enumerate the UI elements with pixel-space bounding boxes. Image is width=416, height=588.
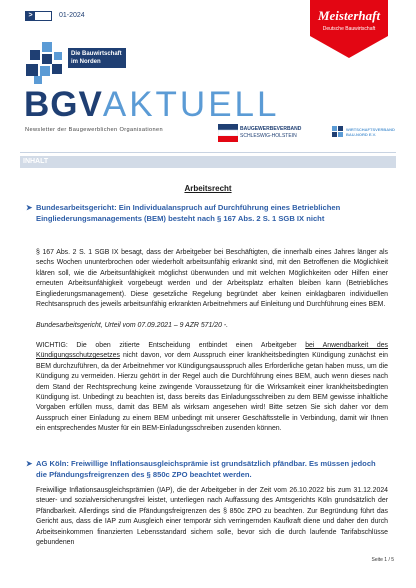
region-tag-line2: im Norden (71, 59, 101, 65)
article1-para2-b: nicht davon, vor dem Ausspruch einer krankheitsbedingten Kündigung zunächst ein BEM durchzuführen, da der Arbeitnehmer vor Kündigungsausspruch alles Erforderliche getan haben muss, um die Kündigung zu vermeiden. Hierzu gehört in der Regel auch die Durchführung eines BEM, auch wenn dieses nach dem Stand der Rechtsprechung keine zwingende Voraussetzung für die Wirksamkeit einer krankheitsbedingten Kündigung ist. Unbedingt zu beachten ist, dass bereits das Einladungsschreiben zu dem BEM gewisse inhaltliche Vorgaben erfüllen muss, damit das BEM als wirksam angesehen wird! Bitte setzen Sie sich daher vor dem Ausspruch einer Einladung zu einem BEM unbedingt mit unserer Geschäftsstelle in Verbindung, damit wir Ihnen ein entsprechendes Muster für ein BEM-Einladungsschreiben zusenden können. (36, 352, 388, 433)
article2-heading (26, 459, 388, 480)
article1-para1: § 167 Abs. 2 S. 1 SGB IX besagt, dass der Arbeitgeber bei Beschäftigten, die innerhalb eines Jahres länger als sechs Wochen ununterbrochen oder wiederholt arbeitsunfähig erkrankt sind, mit den Betroffenen die Möglichkeit klären soll, wie die Arbeitsunfähigkeit möglichst überwunden und mit welchen Möglichkeiten oder Hilfen einer erneuten Arbeitsunfähigkeit vorgebeugt werden und der Arbeitsplatz erhalten bleiben kann (Betriebliches Eingliederungsmanagement). Diese gesetzliche Regelung begründet aber keinen einklagbaren individuellen Rechtsanspruch des jeweils arbeitsunfähig erkrankten Arbeitnehmers auf Einleitung und Durchführung eines BEM. (36, 249, 388, 309)
badge-sub-text: Deutsche Bauwirtschaft (322, 26, 376, 32)
flag-shield-icon (218, 124, 238, 142)
toc-bar: INHALT (20, 156, 396, 168)
region-tag (68, 48, 126, 68)
logo1-line1: BAUGEWERBEVERBAND (240, 126, 302, 132)
article2-para1: Freiwillige Inflationsausgleichsprämien (IAP), die der Arbeitgeber in der Zeit vom 26.10.2022 bis zum 31.12.2024 steuer- und sozialversicherungsfrei leistet, unterliegen nach Auffassung des Amtsgerichts Köln grundsätzlich der Pfändbarkeit. Allerdings sind die Pfändungsfreigrenzen des § 850c ZPO zu beachten. Zur Begründung führt das Gericht aus, dass die IAP zum Ausgleich einer temporär sich verringernden Kaufkraft diene und daher den durch Arbeitseinkommen finanzierten Lebensstandard sichern solle, bevor sich die durch laufende Tarifabschlüsse gebundenen (36, 487, 388, 547)
page-number: Seite 1 / 5 (371, 557, 394, 563)
arrow-right-icon: ➤ (26, 459, 33, 468)
article1-para2-a: WICHTIG: Die oben zitierte Entscheidung entbindet einen Arbeitgeber (36, 342, 306, 349)
section-title: Arbeitsrecht (184, 184, 232, 193)
article1-para2 (36, 341, 388, 435)
issue-number: 01-2024 (59, 12, 85, 19)
newsletter-subtitle: Newsletter der Baugewerblichen Organisationen (25, 127, 164, 133)
wirtschaftsverband-logo (332, 124, 402, 144)
arrow-right-icon: ➤ (26, 203, 33, 212)
logo1-line2: SCHLESWIG-HOLSTEIN (240, 133, 297, 139)
cubes-logo-icon (24, 40, 66, 86)
baugewerbeverband-logo (218, 122, 314, 144)
article1-heading (26, 203, 388, 224)
article1-para2-underlined: bei Anwendbarkeit des Kündigungsschutzgesetzes (36, 342, 389, 360)
divider (20, 152, 396, 153)
title-bgv: BGV (24, 85, 103, 124)
title-aktuell: AKTUELL (102, 85, 280, 124)
article1-citation: Bundesarbeitsgericht, Urteil vom 07.09.2021 – 9 AZR 571/20 -. (36, 322, 229, 329)
newsletter-title (24, 86, 279, 124)
chevron-right-icon: > (26, 12, 35, 20)
region-tag-line1: Die Bauwirtschaft (71, 51, 122, 57)
issue-box (25, 11, 52, 21)
article2-heading-text: AG Köln: Freiwillige Inflationsausgleichsprämie ist grundsätzlich pfändbar. Es müssen jedoch die Pfändungsfreigrenzen des § 850c ZPO beachtet werden. (36, 459, 376, 479)
article1-heading-text: Bundesarbeitsgericht: Ein Individualanspruch auf Durchführung eines Betrieblichen Eingliederungsmanagements (BEM) besteht nach § 167 Abs. 2 S. 1 SGB IX nicht (36, 203, 341, 223)
logo2-line2: BAU-NORD E.V. (346, 132, 377, 137)
badge-main-text: Meisterhaft (317, 8, 381, 23)
wv-mark-icon (332, 126, 344, 140)
meisterhaft-badge (306, 0, 392, 64)
logo2-line1: WIRTSCHAFTSVERBAND (346, 127, 395, 132)
